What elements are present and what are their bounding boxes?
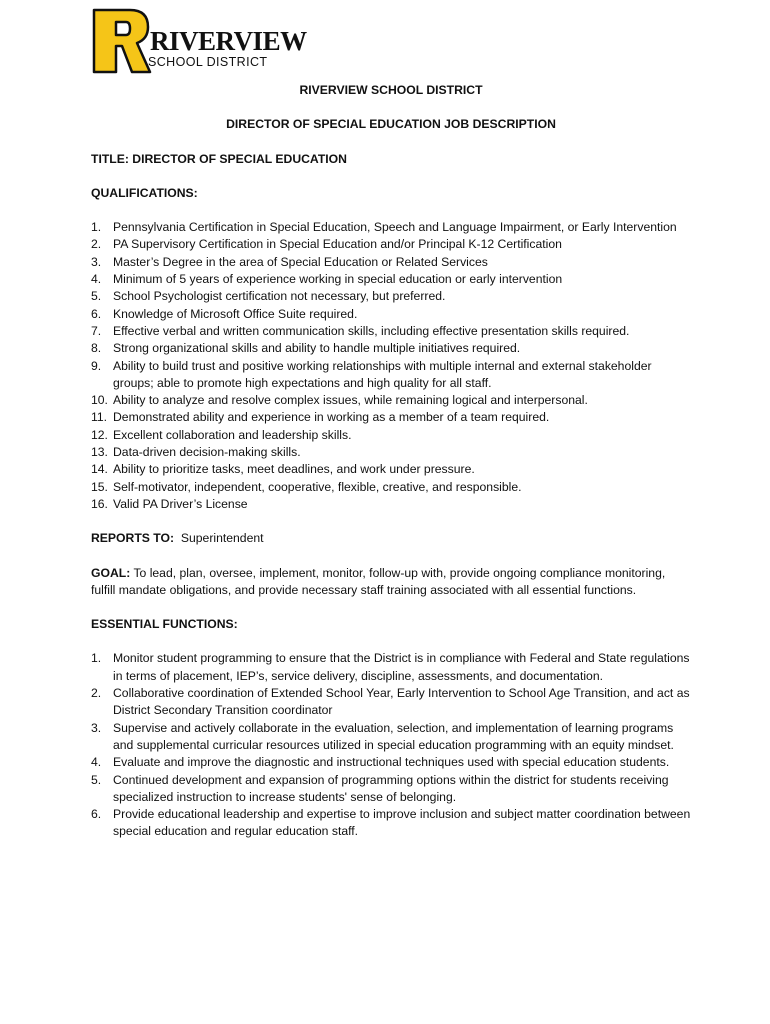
essential-functions-heading: ESSENTIAL FUNCTIONS: xyxy=(91,617,238,632)
job-title-line: TITLE: DIRECTOR OF SPECIAL EDUCATION xyxy=(91,151,347,166)
list-item: 9. Ability to build trust and positive working relationships with multiple internal and external stakeholder groups; able to promote high expectations and high quality for all staff. xyxy=(91,358,652,390)
goal-text: To lead, plan, oversee, implement, monitor, follow-up with, provide ongoing compliance monitoring, fulfill mandate obligations, and provide necessary staff training associated with all essential functions. xyxy=(91,565,666,597)
logo-wordmark: RIVERVIEW xyxy=(150,26,307,56)
list-item: 6. Provide educational leadership and expertise to improve inclusion and subject matter coordination between special education and regular education staff. xyxy=(91,807,691,839)
list-item: 8. Strong organizational skills and ability to handle multiple initiatives required. xyxy=(91,341,521,356)
goal-paragraph xyxy=(91,565,691,600)
list-item: 11. Demonstrated ability and experience in working as a member of a team required. xyxy=(91,410,550,425)
reports-to-value: Superintendent xyxy=(180,531,264,546)
qualifications-heading: QUALIFICATIONS: xyxy=(91,185,198,200)
list-item: 3. Master’s Degree in the area of Special Education or Related Services xyxy=(91,254,488,269)
district-heading: RIVERVIEW SCHOOL DISTRICT xyxy=(299,83,483,97)
list-item: 1. Monitor student programming to ensure that the District is in compliance with Federal and State regulations in terms of placement, IEP’s, service delivery, discipline, assessments, and documentation. xyxy=(91,651,690,683)
list-item: 15. Self-motivator, independent, cooperative, flexible, creative, and responsible. xyxy=(91,479,522,494)
list-item: 1. Pennsylvania Certification in Special Education, Speech and Language Impairment, or Early Intervention xyxy=(91,220,677,235)
list-item: 6. Knowledge of Microsoft Office Suite required. xyxy=(91,306,358,321)
list-item: 5. Continued development and expansion of programming options within the district for students receiving specialized instruction to increase students' sense of belonging. xyxy=(91,772,669,804)
logo-subtitle: SCHOOL DISTRICT xyxy=(148,55,268,69)
document-title: DIRECTOR OF SPECIAL EDUCATION JOB DESCRIPTION xyxy=(226,117,556,132)
list-item: 16. Valid PA Driver’s License xyxy=(91,496,248,511)
list-item: 3. Supervise and actively collaborate in the evaluation, selection, and implementation of learning programs and supplemental curricular resources utilized in special education programming with an equity mindset. xyxy=(91,720,674,752)
list-item: 7. Effective verbal and written communication skills, including effective presentation skills required. xyxy=(91,323,630,338)
logo-letter-r xyxy=(92,8,152,76)
list-item: 5. School Psychologist certification not necessary, but preferred. xyxy=(91,289,446,304)
list-item: 4. Evaluate and improve the diagnostic and instructional techniques used with special education students. xyxy=(91,755,670,770)
list-item: 2. Collaborative coordination of Extended School Year, Early Intervention to School Age Transition, and act as District Secondary Transition coordinator xyxy=(91,686,690,718)
list-item: 2. PA Supervisory Certification in Special Education and/or Principal K-12 Certification xyxy=(91,237,562,252)
list-item: 13. Data-driven decision-making skills. xyxy=(91,445,301,460)
list-item: 10. Ability to analyze and resolve complex issues, while remaining logical and interpersonal. xyxy=(91,393,588,408)
reports-to-line xyxy=(91,530,691,547)
job-description-document xyxy=(91,82,691,841)
reports-to-label: REPORTS TO: xyxy=(91,531,175,546)
list-item: 12. Excellent collaboration and leadership skills. xyxy=(91,427,352,442)
district-logo xyxy=(92,8,307,78)
list-item: 4. Minimum of 5 years of experience working in special education or early intervention xyxy=(91,272,563,287)
qualifications-list xyxy=(91,219,691,513)
list-item: 14. Ability to prioritize tasks, meet deadlines, and work under pressure. xyxy=(91,462,475,477)
goal-label: GOAL: xyxy=(91,565,131,580)
essential-functions-list xyxy=(91,650,691,840)
